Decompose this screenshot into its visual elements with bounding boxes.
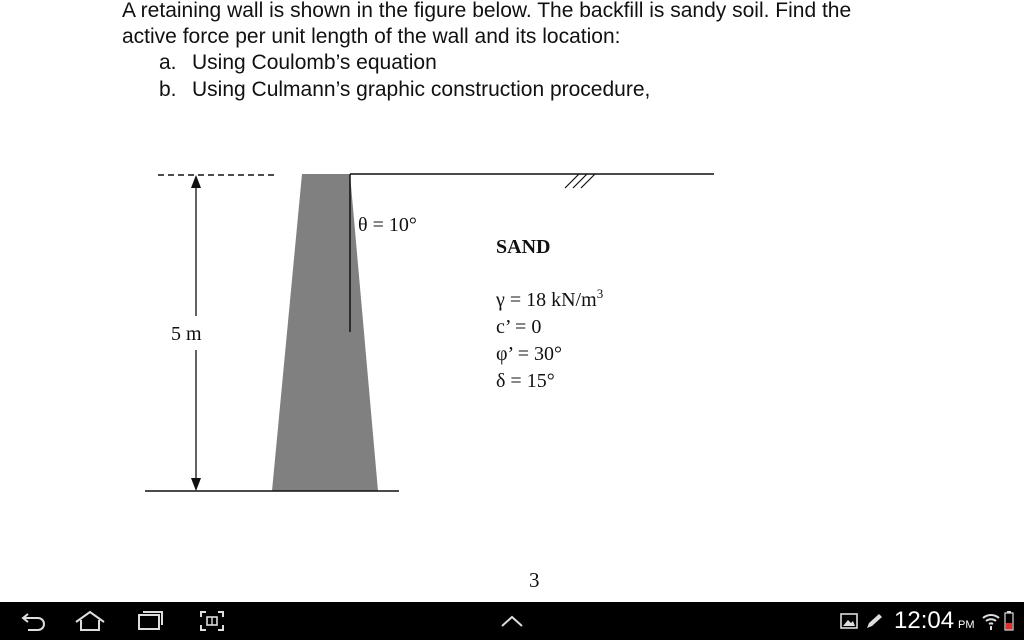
clock-ampm: PM: [958, 619, 975, 631]
wifi-icon: [981, 611, 1001, 631]
item-b-text: Using Culmann’s graphic construction procedure,: [192, 78, 651, 101]
home-button[interactable]: [68, 602, 112, 640]
screenshot-button[interactable]: [190, 602, 234, 640]
home-icon: [73, 609, 107, 633]
pen-icon: [864, 612, 884, 630]
soil-title: SAND: [496, 236, 551, 258]
arrow-up-icon: [191, 175, 201, 188]
menu-up-chevron-icon: [499, 613, 525, 629]
recent-apps-button[interactable]: [128, 602, 172, 640]
menu-up-button[interactable]: [492, 602, 532, 640]
ground-hatch: [565, 174, 595, 188]
recent-apps-icon: [135, 609, 165, 633]
height-label: 5 m: [171, 323, 202, 345]
screenshot-capture-icon: [198, 609, 226, 633]
unit-weight-label: γ = 18 $kN/m^3$: [496, 286, 604, 311]
battery-icon: [1004, 611, 1014, 631]
cohesion-label: c’ = 0: [496, 316, 542, 338]
theta-label: θ = 10°: [358, 214, 417, 236]
page-number: 3: [529, 568, 540, 592]
clock-time: 12:04: [894, 607, 955, 634]
problem-line-1: A retaining wall is shown in the figure below. The backfill is sandy soil. Find the: [122, 0, 852, 22]
wall-friction-label: δ = 15°: [496, 370, 555, 392]
back-button[interactable]: [14, 602, 54, 640]
problem-line-2: active force per unit length of the wall and its location:: [122, 25, 621, 48]
item-a-text: Using Coulomb’s equation: [192, 51, 437, 74]
friction-angle-label: φ’ = 30°: [496, 343, 562, 365]
item-b-letter: b.: [159, 78, 177, 101]
back-icon: [19, 610, 49, 632]
navigation-bar: [0, 602, 1024, 640]
arrow-down-icon: [191, 478, 201, 491]
item-a-letter: a.: [159, 51, 177, 74]
gallery-icon: [840, 613, 858, 629]
status-area[interactable]: [824, 602, 1024, 640]
